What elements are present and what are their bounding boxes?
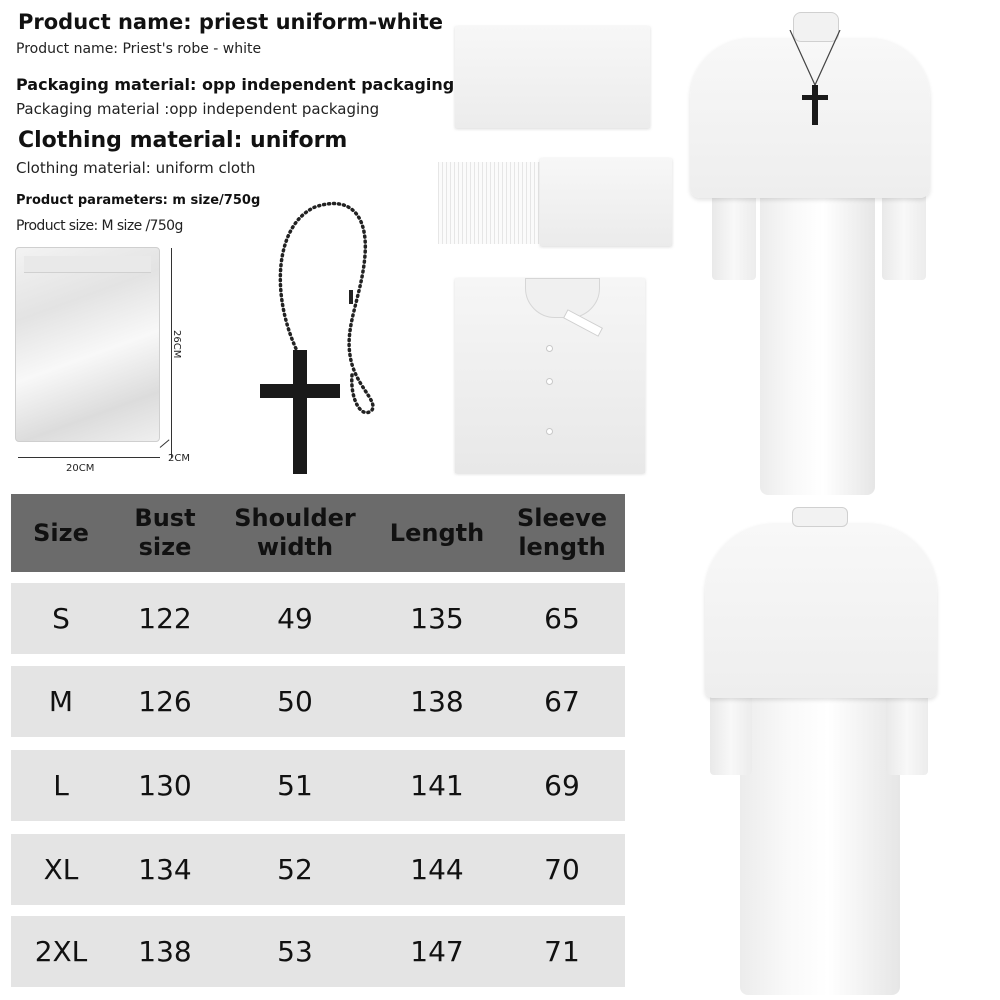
robe-back-right-sleeve <box>886 685 928 775</box>
table-row <box>11 666 625 737</box>
cell-shoulder: 53 <box>277 935 313 968</box>
cell-shoulder: 49 <box>277 602 313 635</box>
robe-front-image <box>690 10 940 500</box>
shirt-button <box>546 378 553 385</box>
packaging-heading: Packaging material: opp independent packaging <box>16 75 455 94</box>
product-size-subtext: Product size: M size /750g <box>16 218 183 234</box>
width-dimension-line <box>18 457 160 458</box>
cell-shoulder: 50 <box>277 685 313 718</box>
table-row <box>11 750 625 821</box>
header-shoulder-width: Shoulder width <box>234 504 356 561</box>
header-bust-size: Bust size <box>134 504 196 561</box>
cell-shoulder: 51 <box>277 769 313 802</box>
cell-sleeve: 65 <box>544 602 580 635</box>
package-height-label: 26CM <box>171 330 182 359</box>
cell-bust: 134 <box>138 853 192 886</box>
shirt-button <box>546 345 553 352</box>
package-depth-label: 2CM <box>168 453 190 464</box>
shirt-button <box>546 428 553 435</box>
cell-shoulder: 52 <box>277 853 313 886</box>
product-parameters-heading: Product parameters: m size/750g <box>16 193 261 208</box>
stole-image <box>540 158 672 246</box>
cell-size: L <box>53 769 69 802</box>
package-bag-icon <box>15 247 160 442</box>
cell-size: S <box>52 602 70 635</box>
cell-sleeve: 70 <box>544 853 580 886</box>
cell-length: 135 <box>410 602 464 635</box>
cell-size: 2XL <box>34 935 88 968</box>
cell-bust: 138 <box>138 935 192 968</box>
header-length: Length <box>389 518 485 547</box>
depth-dimension-line <box>160 439 170 447</box>
clothing-material-heading: Clothing material: uniform <box>18 128 348 153</box>
cell-length: 141 <box>410 769 464 802</box>
robe-back-cape <box>705 523 937 698</box>
cell-length: 147 <box>410 935 464 968</box>
cross-pendant-icon <box>785 30 845 130</box>
cell-bust: 126 <box>138 685 192 718</box>
table-row <box>11 916 625 987</box>
robe-back-collar <box>792 507 848 527</box>
packaging-subtext: Packaging material :opp independent packaging <box>16 100 380 118</box>
robe-back-left-sleeve <box>710 685 752 775</box>
clothing-material-subtext: Clothing material: uniform cloth <box>16 159 256 177</box>
product-name-subtext: Product name: Priest's robe - white <box>16 41 262 57</box>
cross-necklace-icon <box>250 195 390 480</box>
table-row <box>11 834 625 905</box>
cell-size: XL <box>43 853 79 886</box>
header-size: Size <box>33 518 89 547</box>
product-name-heading: Product name: priest uniform-white <box>18 10 444 34</box>
cell-size: M <box>48 685 74 718</box>
stole-fringe <box>438 162 542 244</box>
table-row <box>11 583 625 654</box>
cell-length: 138 <box>410 685 464 718</box>
package-width-label: 20CM <box>66 463 95 474</box>
sash-image <box>455 26 650 128</box>
size-table-header <box>11 494 625 572</box>
cell-length: 144 <box>410 853 464 886</box>
cell-bust: 122 <box>138 602 192 635</box>
cell-sleeve: 71 <box>544 935 580 968</box>
header-sleeve-length: Sleeve length <box>517 504 607 561</box>
cell-bust: 130 <box>138 769 192 802</box>
cell-sleeve: 67 <box>544 685 580 718</box>
robe-back-image <box>700 505 945 995</box>
robe-back-body <box>740 665 900 995</box>
cell-sleeve: 69 <box>544 769 580 802</box>
